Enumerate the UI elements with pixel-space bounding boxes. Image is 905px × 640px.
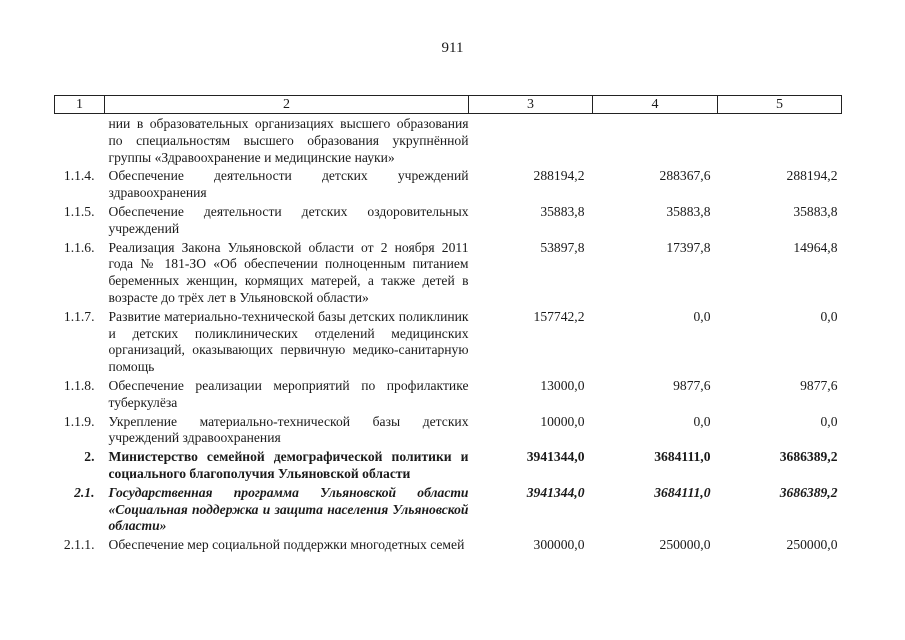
row-text: Укрепление материально-технической базы детских учреждений здравоохранения — [108, 413, 469, 446]
table-row — [55, 166, 842, 202]
row-value-3: 0,0 — [820, 308, 838, 324]
row-number: 1.1.7. — [63, 308, 95, 324]
table-header-row — [55, 96, 842, 114]
row-text: нии в образовательных организациях высшего образования по специальностям высшего образования укрупнённой группы «Здравоохранение и медицинские науки» — [108, 116, 469, 165]
row-number: 2.1. — [74, 484, 95, 500]
row-text: Обеспечение деятельности детских оздоровительных учреждений — [108, 203, 469, 236]
row-value-1: 3941344,0 — [526, 484, 585, 500]
row-text: Обеспечение деятельности детских учреждений здравоохранения — [108, 168, 469, 201]
row-text: Обеспечение реализации мероприятий по профилактике туберкулёза — [108, 377, 469, 410]
row-value-3 — [718, 114, 842, 167]
row-value-3: 250000,0 — [786, 537, 838, 553]
header-cell-5: 5 — [718, 96, 842, 114]
row-value-3: 9877,6 — [800, 377, 838, 393]
row-value-2: 17397,8 — [666, 239, 711, 255]
row-number — [55, 114, 105, 167]
row-text: Государственная программа Ульяновской области «Социальная поддержка и защита населения Ульяновской области» — [108, 484, 469, 534]
row-text: Развитие материально-технической базы детских поликлиник и детских поликлинических отделений медицинских организаций, оказывающих первичную медико-санитарную помощь — [108, 308, 469, 375]
row-value-3: 0,0 — [820, 413, 838, 429]
row-value-2: 288367,6 — [659, 168, 711, 184]
table-row-ministry — [55, 447, 842, 483]
row-value-1: 157742,2 — [533, 308, 585, 324]
table-row — [55, 412, 842, 448]
row-value-1: 288194,2 — [533, 168, 585, 184]
row-value-1: 53897,8 — [540, 239, 585, 255]
row-number: 1.1.8. — [63, 377, 95, 393]
table-row — [55, 376, 842, 412]
row-number: 1.1.5. — [63, 203, 95, 219]
row-number: 2. — [84, 449, 95, 465]
row-value-2: 9877,6 — [673, 377, 711, 393]
row-value-1: 3941344,0 — [526, 449, 585, 465]
table-row — [55, 535, 842, 554]
row-value-2: 250000,0 — [659, 537, 711, 553]
row-value-3: 3686389,2 — [779, 484, 838, 500]
row-number: 1.1.9. — [63, 413, 95, 429]
table-row-program — [55, 483, 842, 535]
table-row — [55, 307, 842, 376]
row-value-1: 13000,0 — [540, 377, 585, 393]
table-row — [55, 114, 842, 167]
row-value-1: 300000,0 — [533, 537, 585, 553]
row-value-2: 35883,8 — [666, 203, 711, 219]
row-value-1 — [469, 114, 593, 167]
table-row — [55, 202, 842, 238]
row-text: Министерство семейной демографической политики и социального благополучия Ульяновской области — [108, 449, 469, 481]
row-value-3: 14964,8 — [793, 239, 838, 255]
row-value-2: 0,0 — [693, 413, 711, 429]
row-number: 1.1.4. — [63, 168, 95, 184]
header-cell-2: 2 — [105, 96, 469, 114]
row-value-1: 35883,8 — [540, 203, 585, 219]
row-value-2: 3684111,0 — [654, 484, 711, 500]
row-text: Реализация Закона Ульяновской области от 2 ноября 2011 года № 181-ЗО «Об обеспечении полноценным питанием беременных женщин, кормящих матерей, а также детей в возрасте до трёх лет в Ульяновской области» — [108, 239, 469, 305]
header-cell-3: 3 — [469, 96, 593, 114]
header-cell-1: 1 — [55, 96, 105, 114]
budget-table — [54, 95, 842, 554]
row-value-3: 35883,8 — [793, 203, 838, 219]
table-row — [55, 238, 842, 307]
row-value-1: 10000,0 — [540, 413, 585, 429]
row-value-2: 3684111,0 — [654, 449, 711, 465]
row-value-3: 3686389,2 — [779, 449, 838, 465]
row-number: 2.1.1. — [63, 537, 95, 553]
row-value-3: 288194,2 — [786, 168, 838, 184]
row-number: 1.1.6. — [63, 239, 95, 255]
page-number: 911 — [441, 40, 464, 56]
row-value-2: 0,0 — [693, 308, 711, 324]
header-cell-4: 4 — [593, 96, 718, 114]
row-value-2 — [593, 114, 718, 167]
row-text: Обеспечение мер социальной поддержки многодетных семей — [108, 537, 465, 553]
